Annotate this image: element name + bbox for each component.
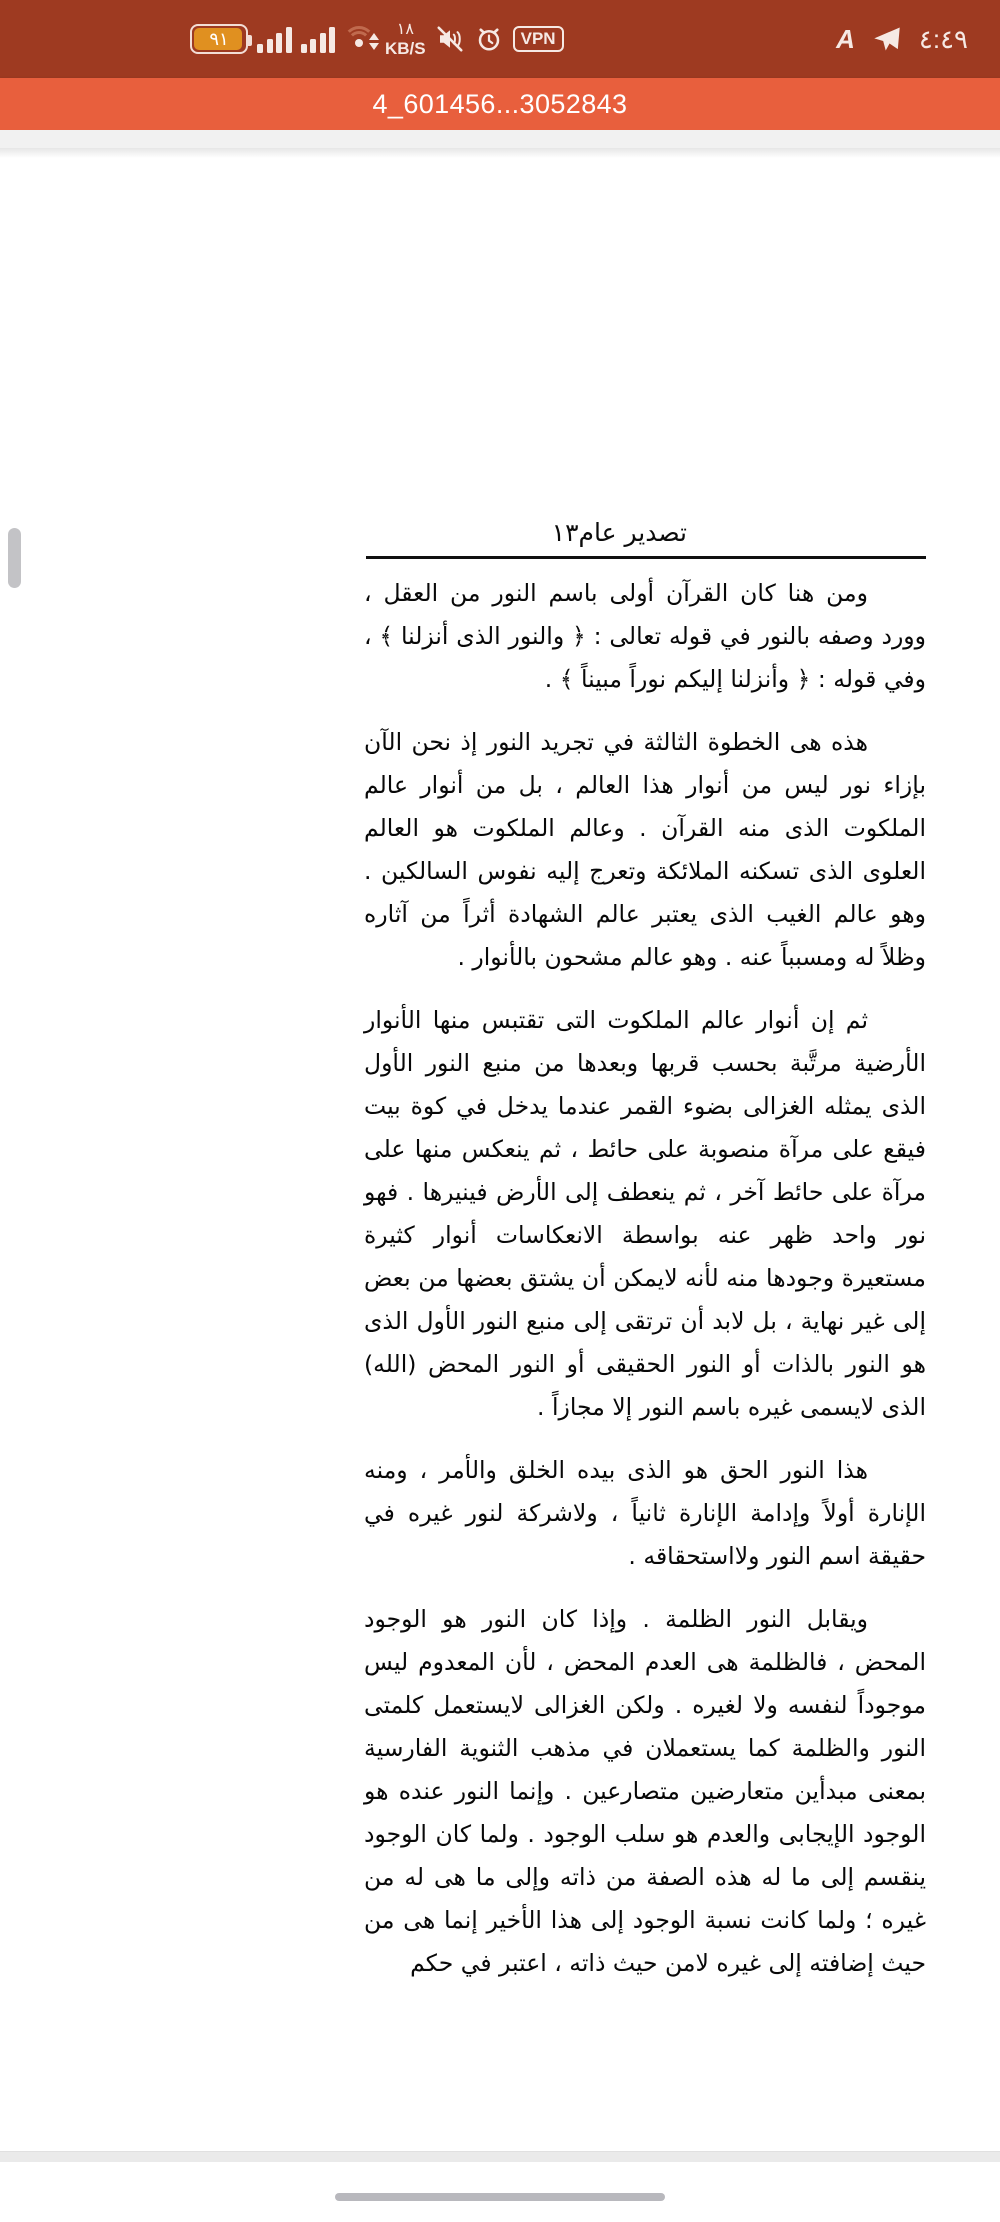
status-bar: [0, 0, 1000, 78]
header-rule: [366, 556, 926, 559]
paragraph: ثم إن أنوار عالم الملكوت التى تقتبس منها الأنوار الأرضية مرتَّبة بحسب قربها وبعدها من منبع النور الأول الذى يمثله الغزالى بضوء القمر عندما يدخل في كوة بيت فيقع على مرآة منصوبة على حائط ، ثم ينعكس منها على مرآة على حائط آخر ، ثم ينعطف إلى الأرض فينيرها . فهو نور واحد ظهر عنه بواسطة الانعكاسات أنوار كثيرة مستعيرة وجودها منه لأنه لايمكن أن يشتق بعضها من بعض إلى غير نهاية ، بل لابد أن ترتقى إلى منبع النور الأول الذى هو النور بالذات أو النور الحقيقى أو النور المحض (الله) الذى لايسمى غيره باسم النور إلا مجازاً .: [364, 1006, 926, 1421]
paragraph: هذا النور الحق هو الذى بيده الخلق والأمر ، ومنه الإنارة أولاً وإدامة الإنارة ثانياً ، ولاشركة لنور غيره في حقيقة اسم النور ولااستحقاقه .: [364, 1456, 926, 1570]
system-navigation-bar: [0, 2162, 1000, 2222]
network-speed-value: ١٨: [396, 20, 414, 38]
page-body-text: [364, 572, 926, 1985]
network-speed-unit: KB/S: [385, 38, 426, 58]
signal-sim1-icon: [257, 25, 292, 53]
vpn-icon: VPN: [513, 26, 564, 53]
battery-icon: [190, 24, 248, 54]
alarm-icon: [474, 24, 504, 54]
document-viewport[interactable]: [0, 130, 1000, 2222]
app-title-bar[interactable]: [0, 78, 1000, 130]
paragraph: ويقابل النور الظلمة . وإذا كان النور هو الوجود المحض ، فالظلمة هى العدم المحض ، لأن المعدوم ليس موجوداً لنفسه ولا لغيره . ولكن الغزالى لايستعمل كلمتى النور والظلمة كما يستعملان في مذهب الثنوية الفارسية بمعنى مبدأين متعارضين متصارعين . وإنما النور عنده هو الوجود الإيجابى والعدم هو سلب الوجود . ولما كان الوجود ينقسم إلى ما له هذه الصفة من ذاته وإلى ما هى له من غيره ؛ ولما كانت نسبة الوجود إلى هذا الأخير إنما هى من حيث إضافته إلى غيره لامن حيث ذاته ، اعتبر في حكم: [364, 1605, 926, 1977]
document-page[interactable]: [0, 148, 1000, 2222]
paragraph: ومن هنا كان القرآن أولى باسم النور من العقل ، وورد وصفه بالنور في قوله تعالى : ﴿ والنور الذى أنزلنا ﴾ ، وفي قوله : ﴿ وأنزلنا إليكم نوراً مبيناً ﴾ .: [364, 579, 926, 693]
page-running-header: [98, 518, 902, 547]
network-speed-icon: [385, 22, 426, 57]
wifi-icon: [344, 26, 374, 53]
document-title: 4_601456...3052843: [372, 88, 628, 119]
mute-icon: [435, 24, 465, 54]
telegram-icon: [871, 25, 903, 53]
page-number: ١٣: [551, 518, 579, 547]
status-bar-left-group: [190, 22, 564, 57]
assistant-icon: A: [836, 24, 855, 54]
status-bar-right-group: [836, 25, 968, 53]
signal-sim2-icon: [301, 25, 336, 53]
paragraph: هذه هى الخطوة الثالثة في تجريد النور إذ نحن الآن بإزاء نور ليس من أنوار هذا العالم ، بل من أنوار عالم الملكوت الذى منه القرآن . وعالم الملكوت هو العالم العلوى الذى تسكنه الملائكة وتعرج إليه نفوس السالكين . وهو عالم الغيب الذى يعتبر عالم الشهادة أثراً من آثاره وظلاً له ومسبباً عنه . وهو عالم مشحون بالأنوار .: [364, 728, 926, 971]
battery-percent-label: ٩١: [209, 29, 229, 49]
gesture-handle-icon[interactable]: [335, 2193, 665, 2201]
vertical-scrollbar[interactable]: [8, 528, 21, 588]
clock-label: ٤:٤٩: [918, 24, 968, 54]
running-title: تصدير عام: [578, 518, 687, 547]
page-top-shadow: [0, 148, 1000, 158]
